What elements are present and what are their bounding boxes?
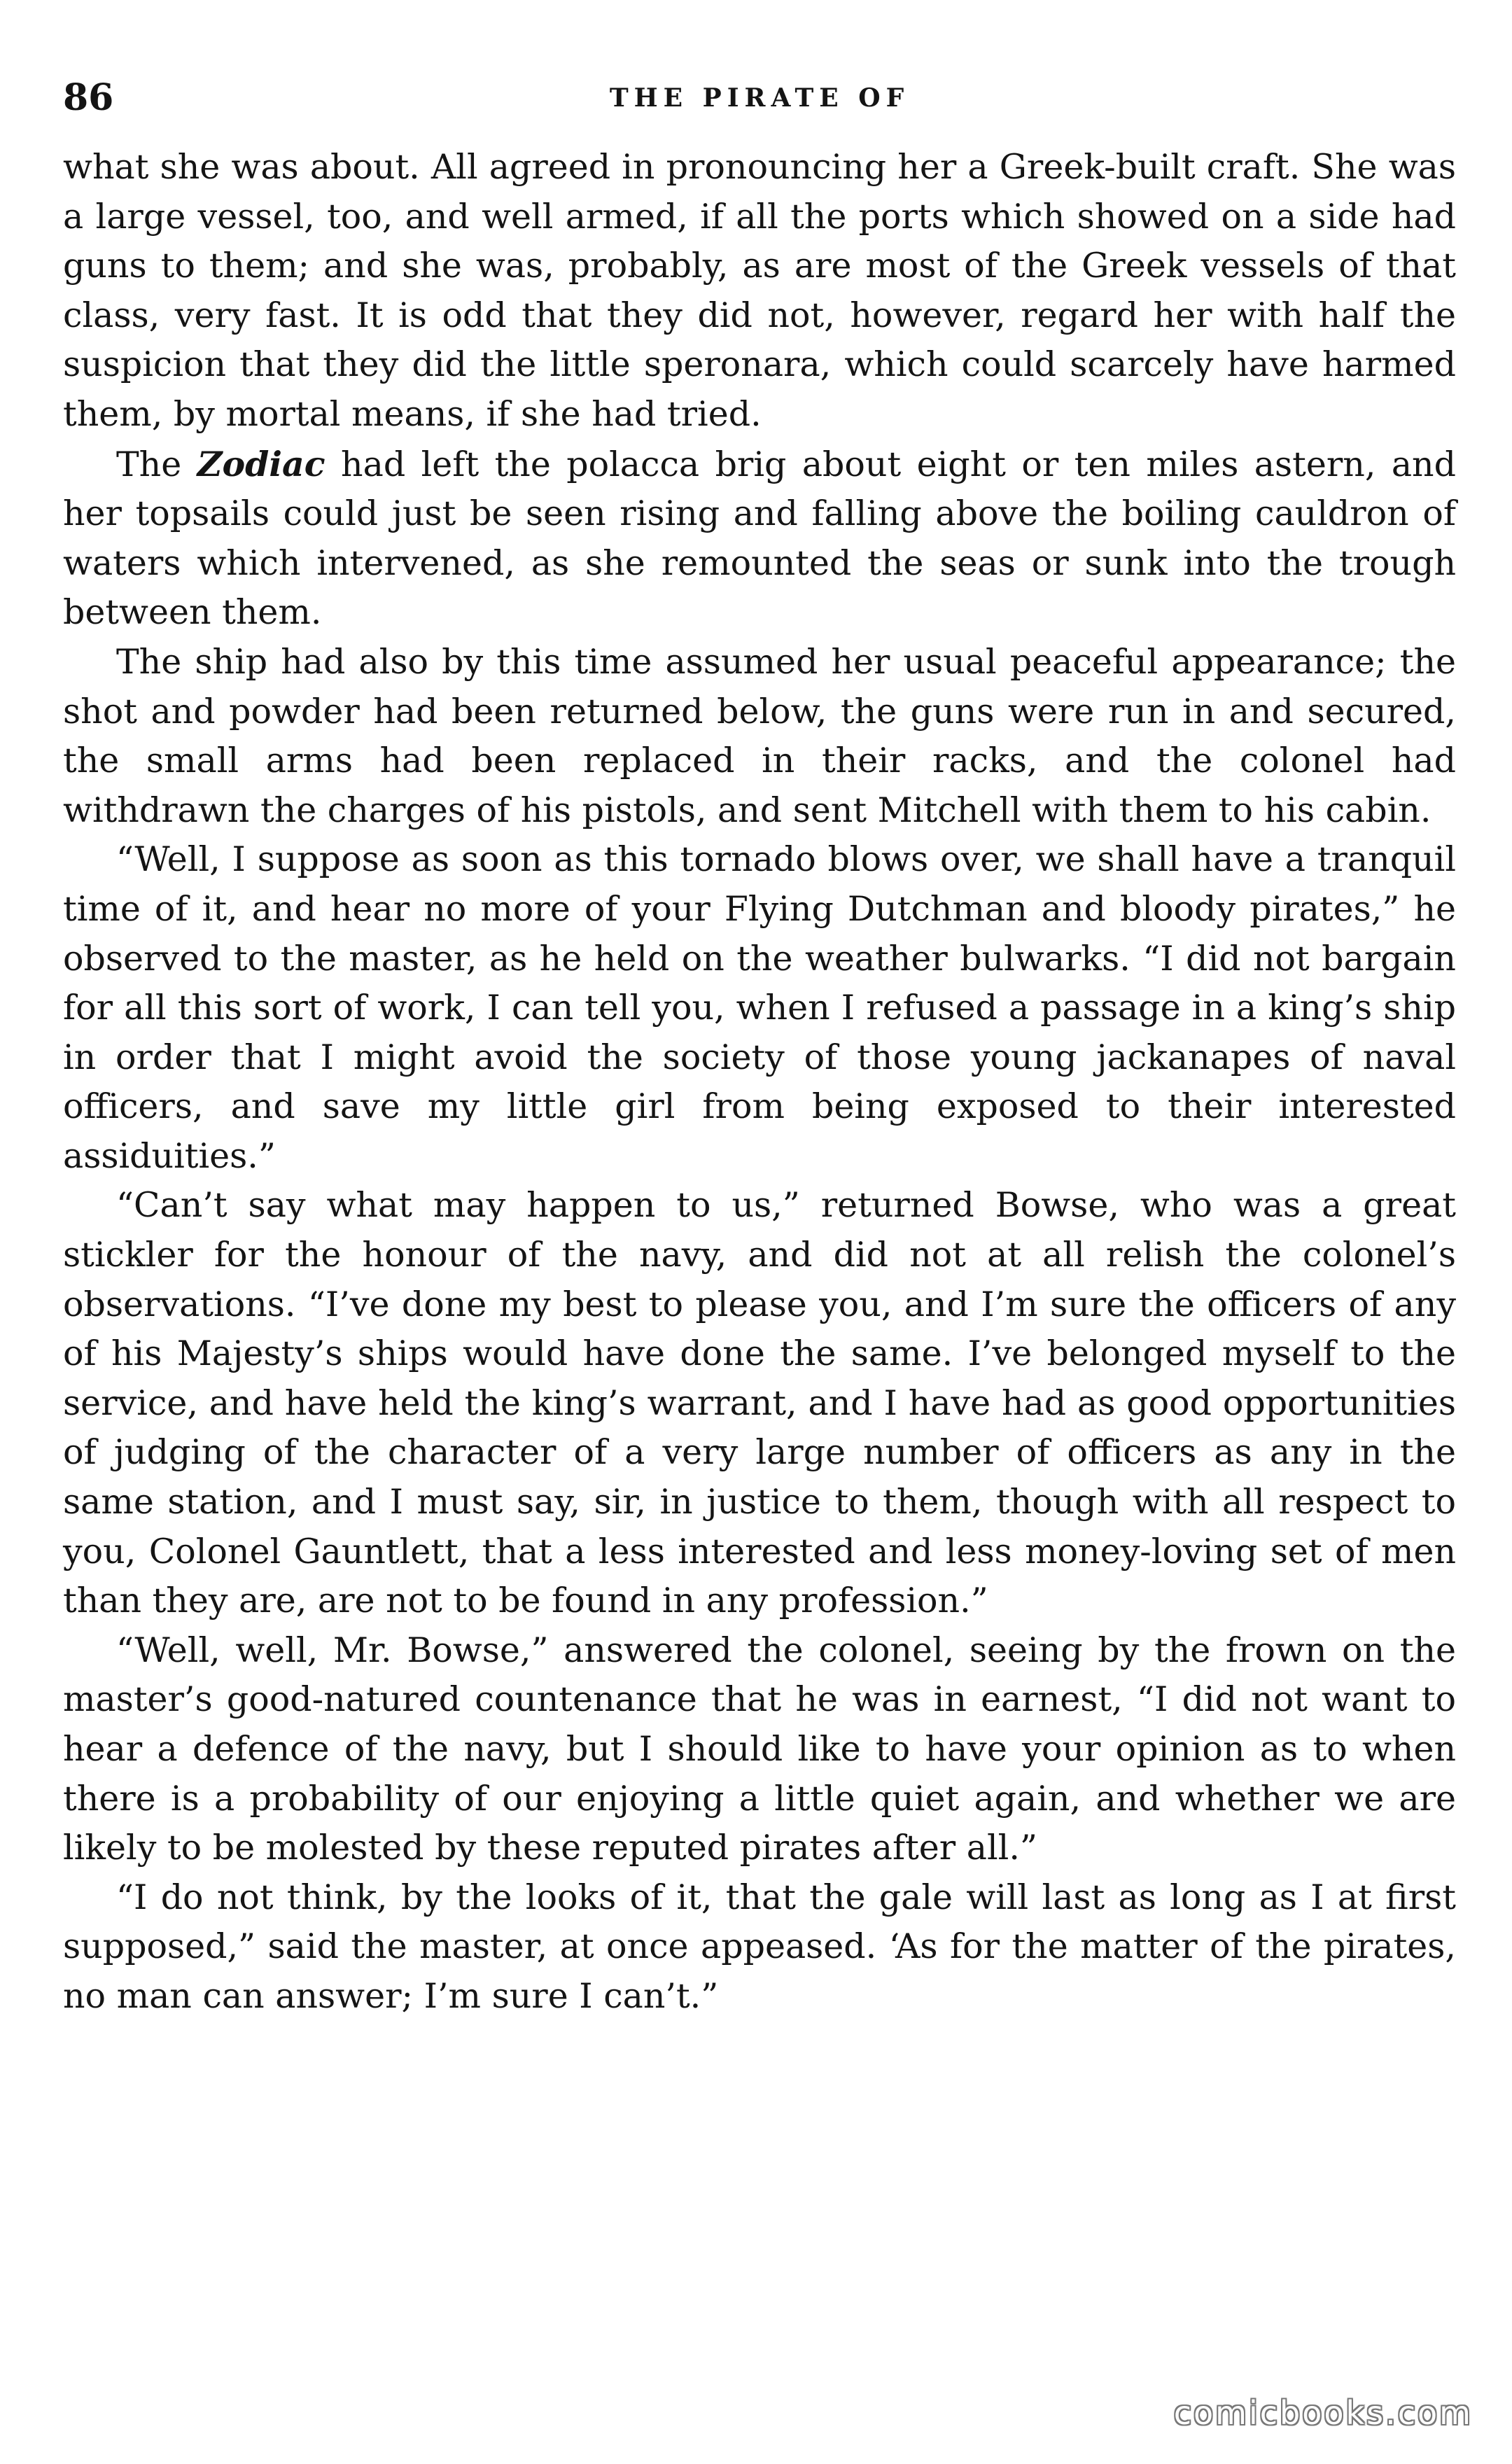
italic-text: Zodiac: [197, 443, 326, 484]
paragraph-6: [63, 1626, 1456, 1873]
paragraph-text: “Well, well, Mr. Bowse,” answered the colonel, seeing by the frown on the master’s good-natured countenance that he was in earnest, “I did not want to hear a defence of the navy, but I should like to have your opinion as to when there is a probability of our enjoying a little quiet again, and whether we are likely to be molested by these reputed pirates after all.”: [63, 1630, 1456, 1868]
paragraph-text: The ship had also by this time assumed her usual peaceful appearance; the shot and powder had been returned below, the guns were run in and secured, the small arms had been replaced in their racks, and the colonel had withdrawn the charges of his pistols, and sent Mitchell with them to his cabin.: [63, 641, 1456, 830]
paragraph-5: [63, 1181, 1456, 1625]
paragraph-text: “I do not think, by the looks of it, that the gale will last as long as I at first supposed,” said the master, at once appeased. ‘As for the matter of the pirates, no man can answer; I’m sure I can’t.”: [63, 1877, 1456, 2016]
paragraph-text: “Can’t say what may happen to us,” returned Bowse, who was a great stickler for the honour of the navy, and did not at all relish the colonel’s observations. “I’ve done my best to please you, and I’m sure the officers of any of his Majesty’s ships would have done the same. I’ve belonged myself to the service, and have held the king’s warrant, and I have had as good opportunities of judging of the character of a very large number of officers as any in the same station, and I must say, sir, in justice to them, though with all respect to you, Colonel Gauntlett, that a less interested and less money-loving set of men than they are, are not to be found in any profession.”: [63, 1185, 1456, 1621]
page-number: 86: [63, 76, 114, 119]
running-head: THE PIRATE OF: [609, 83, 910, 113]
paragraph-7: [63, 1873, 1456, 2022]
paragraph-1: [63, 143, 1456, 440]
paragraph-text: had left the polacca brig about eight or ten miles astern, and her topsails could just be seen rising and falling above the boiling cauldron of waters which intervened, as she remounted the seas or sunk into the trough between them.: [63, 444, 1456, 633]
paragraph-4: [63, 835, 1456, 1181]
paragraph-3: [63, 638, 1456, 835]
text-body: [63, 143, 1456, 2022]
paragraph-text: “Well, I suppose as soon as this tornado blows over, we shall have a tranquil time of it, and hear no more of your Flying Dutchman and bloody pirates,” he observed to the master, as he held on the weather bulwarks. “I did not bargain for all this sort of work, I can tell you, when I refused a passage in a king’s ship in order that I might avoid the society of those young jackanapes of naval officers, and save my little girl from being exposed to their interested assiduities.”: [63, 839, 1456, 1176]
paragraph-2: [63, 440, 1456, 638]
paragraph-text: The: [116, 444, 197, 484]
watermark: comicbooks.com: [1173, 2394, 1473, 2432]
page-header: [63, 70, 1456, 126]
paragraph-text: what she was about. All agreed in pronouncing her a Greek-built craft. She was a large vessel, too, and well armed, if all the ports which showed on a side had guns to them; and she was, probably, as are most of the Greek vessels of that class, very fast. It is odd that they did not, however, regard her with half the suspicion that they did the little speronara, which could scarcely have harmed them, by mortal means, if she had tried.: [63, 147, 1456, 434]
